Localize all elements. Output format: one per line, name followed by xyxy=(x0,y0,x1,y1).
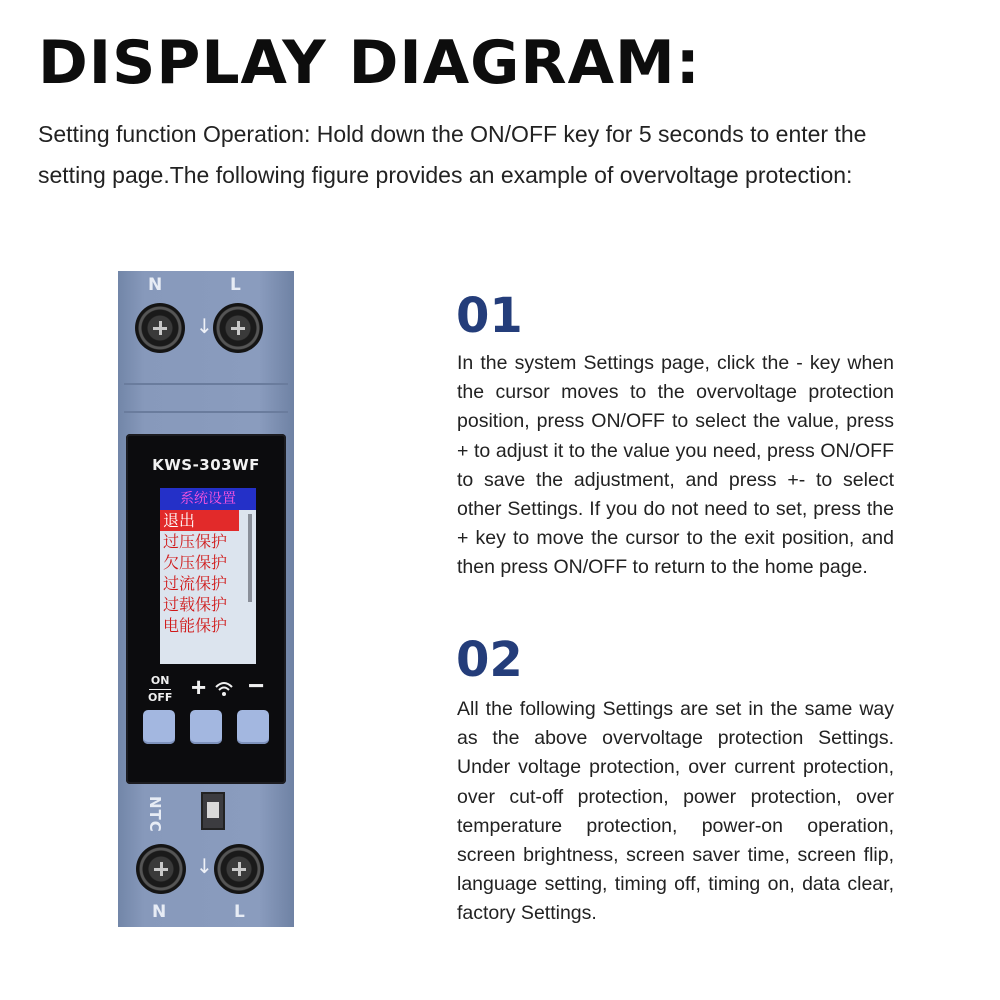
lcd-menu-item: 过载保护 xyxy=(163,595,228,614)
lcd-menu-item: 欠压保护 xyxy=(163,553,228,572)
top-terminal-block xyxy=(118,271,294,423)
divider xyxy=(124,411,288,413)
onoff-label xyxy=(148,674,172,705)
plus-label: + xyxy=(191,672,207,702)
lcd-menu-item: 过流保护 xyxy=(163,574,228,593)
key-labels xyxy=(148,670,278,710)
lcd-header: 系统设置 xyxy=(160,488,256,510)
bottom-terminal-label-n: N xyxy=(152,902,167,922)
bottom-screw-l-icon xyxy=(214,844,264,894)
lcd-menu-item: 过压保护 xyxy=(163,532,228,551)
ntc-label: NTC xyxy=(146,796,164,833)
ntc-connector xyxy=(201,792,225,830)
top-terminal-label-l: L xyxy=(230,275,241,295)
intro-paragraph: Setting function Operation: Hold down the ON/OFF key for 5 seconds to enter the setting page.The following figure provides an example of overvoltage protection: xyxy=(38,121,867,188)
minus-label: − xyxy=(248,670,265,701)
bottom-screw-n-icon xyxy=(136,844,186,894)
wifi-icon xyxy=(214,680,234,703)
onoff-button[interactable] xyxy=(143,710,175,744)
model-label: KWS-303WF xyxy=(152,456,260,474)
bottom-terminal-block xyxy=(118,784,294,927)
lcd-screen xyxy=(160,488,256,664)
bottom-terminal-label-l: L xyxy=(234,902,245,922)
lcd-scrollbar xyxy=(248,514,252,602)
lcd-menu xyxy=(160,510,256,636)
step-number-02: 02 xyxy=(456,632,523,688)
energy-meter-device xyxy=(118,271,294,927)
front-panel xyxy=(126,434,286,784)
onoff-label-on: ON xyxy=(150,674,170,687)
top-terminal-label-n: N xyxy=(148,275,163,295)
lcd-menu-item: 电能保护 xyxy=(163,616,228,635)
divider xyxy=(124,383,288,385)
top-screw-n-icon xyxy=(135,303,185,353)
step-text-01: In the system Settings page, click the - key when the cursor moves to the overvoltage protection position, press ON/OFF to select the value, press + to adjust it to the value you need, press ON/OFF to save the adjustment, and press +- to select other Settings. If you do not need to set, press the + key to move the cursor to the exit position, and then press ON/OFF to return to the home page. xyxy=(457,352,894,579)
step-text-02: All the following Settings are set in the same way as the above overvoltage protection Settings. Under voltage protection, over current protection, over cut-off protection, power protection, over temperature protection, power-on operation, screen brightness, screen saver time, screen flip, language setting, timing off, timing on, data clear, factory Settings. xyxy=(457,698,894,925)
step-number-01: 01 xyxy=(456,288,523,344)
plus-button[interactable] xyxy=(190,710,222,744)
lcd-menu-item: 退出 xyxy=(160,510,239,531)
minus-button[interactable] xyxy=(237,710,269,744)
page-title: DISPLAY DIAGRAM: xyxy=(38,28,701,98)
onoff-label-off: OFF xyxy=(148,691,173,704)
top-screw-l-icon xyxy=(213,303,263,353)
top-arrow-icon: ↓ xyxy=(196,314,213,338)
bottom-arrow-icon: ↓ xyxy=(196,854,213,878)
